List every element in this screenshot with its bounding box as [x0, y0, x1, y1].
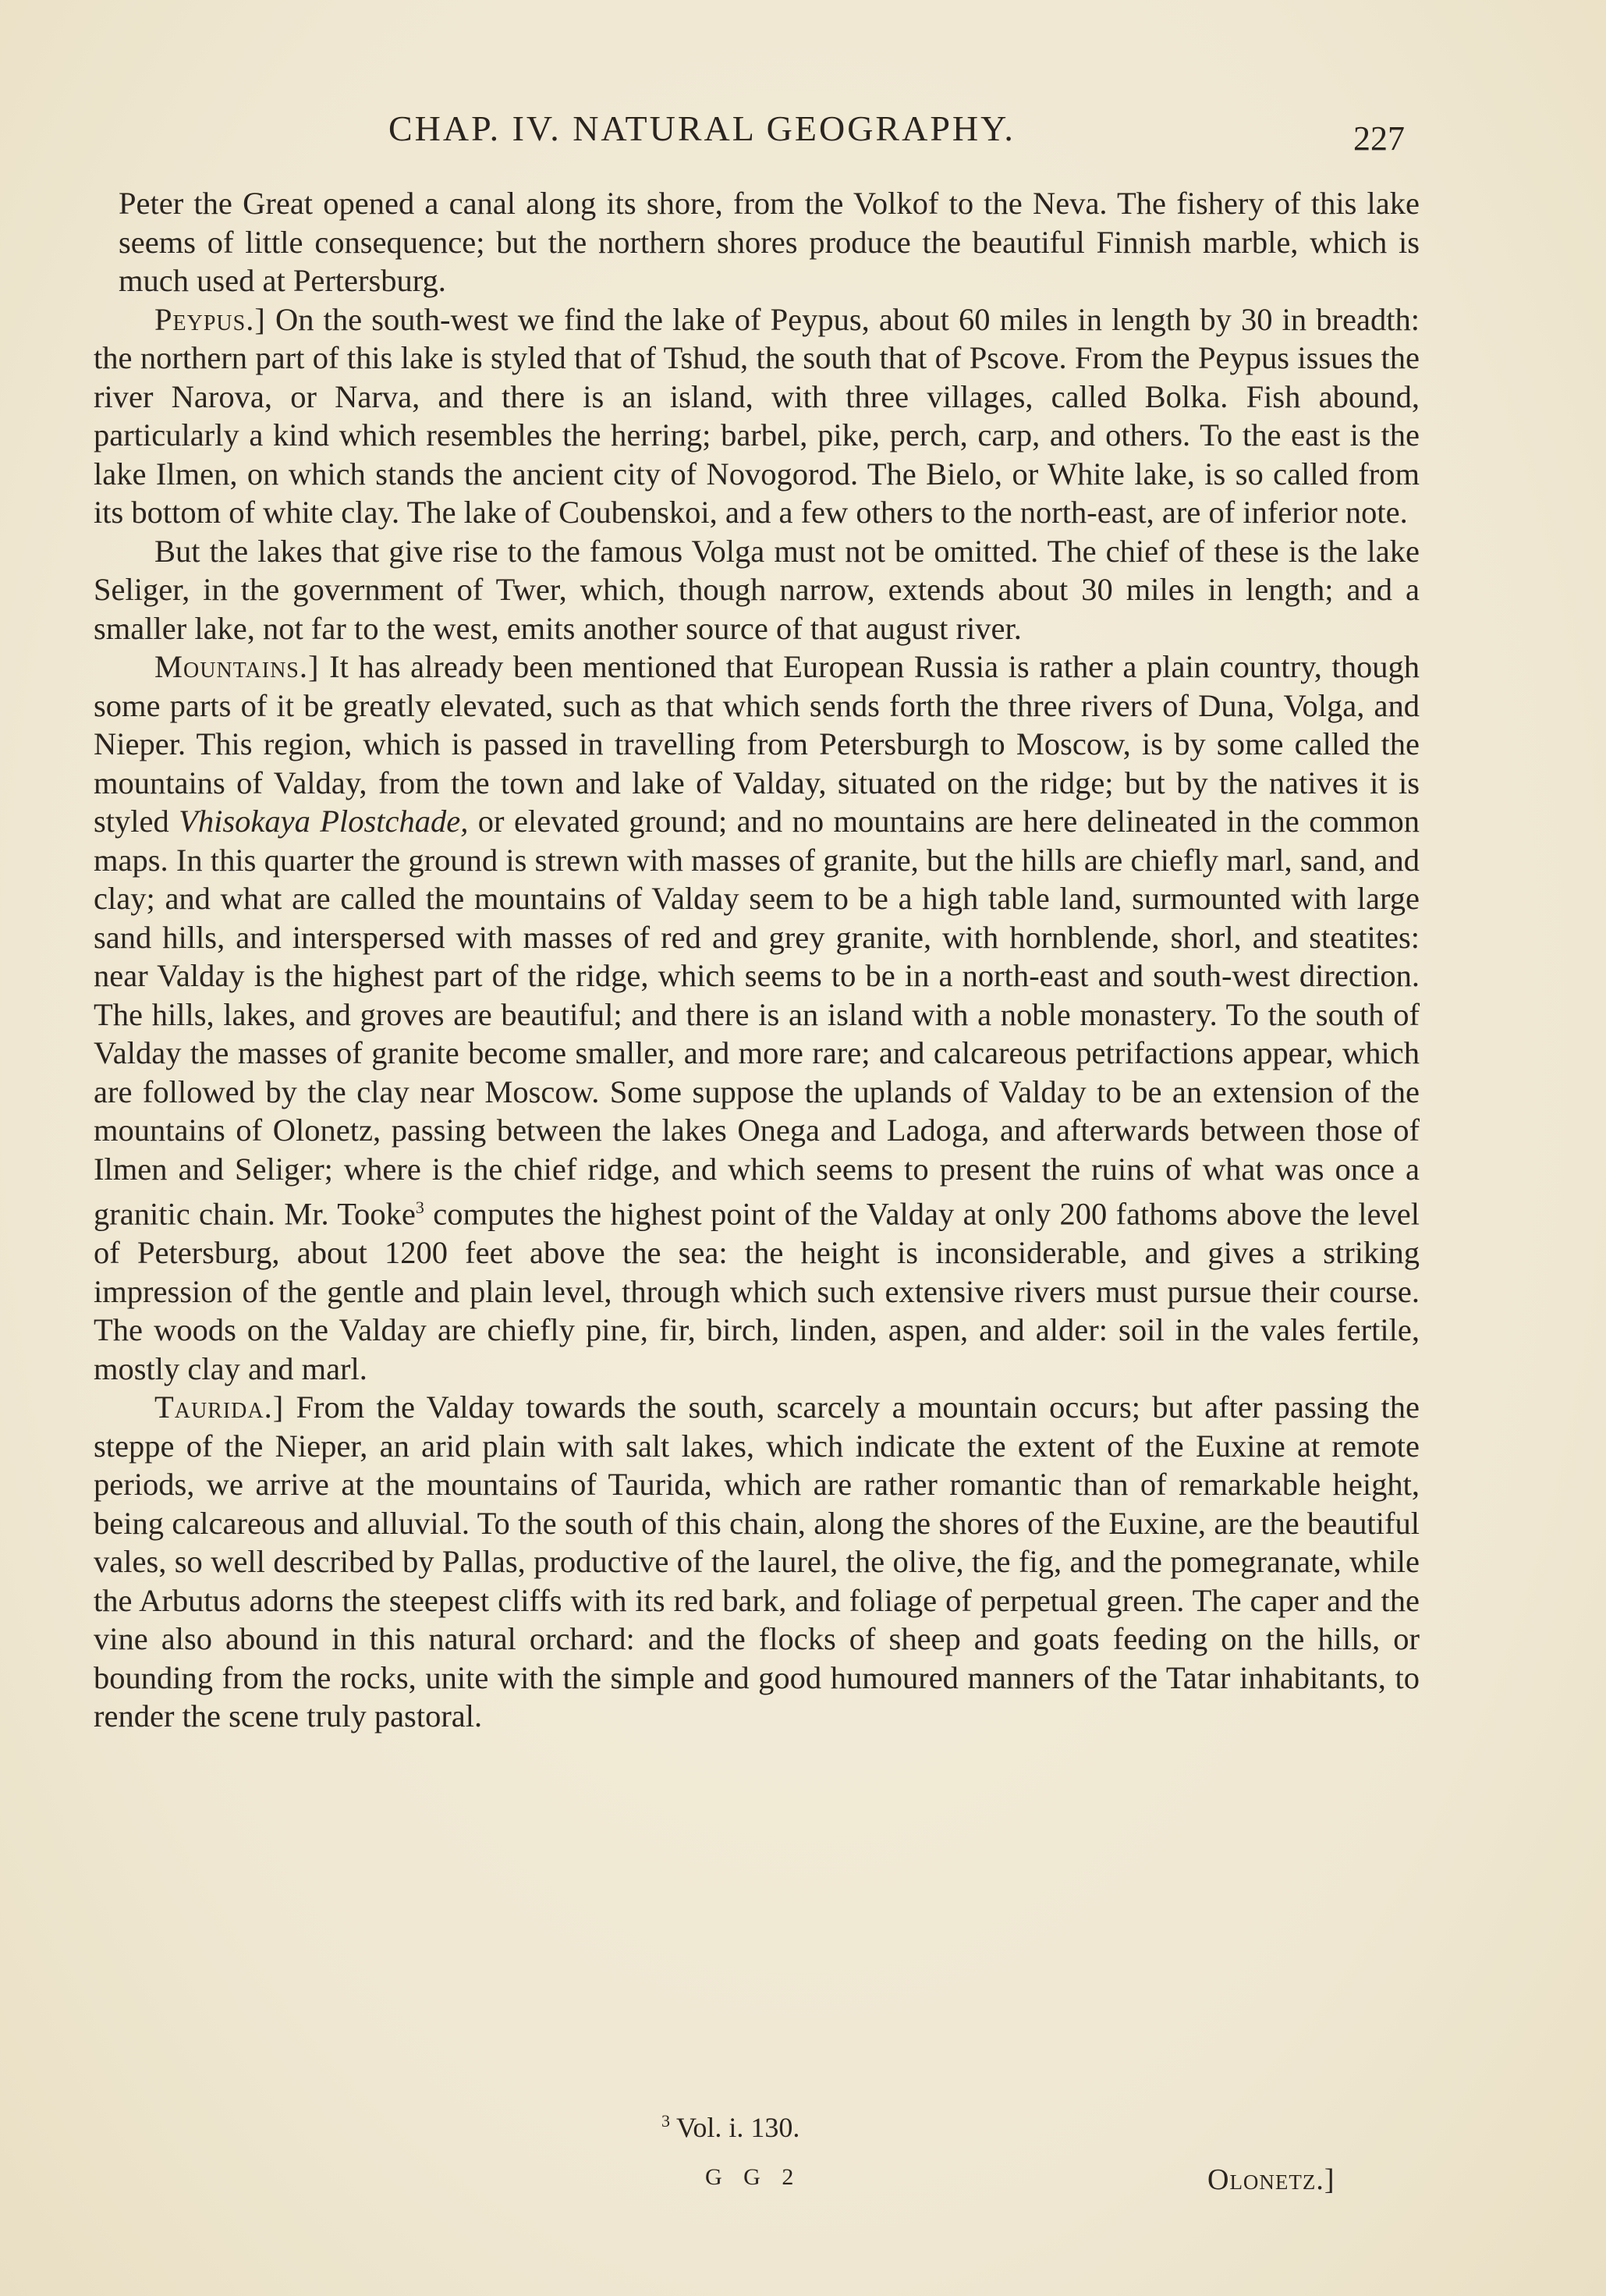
catchword: Olonetz.] [1207, 2163, 1335, 2196]
side-label-peypus: Peypus.] [154, 301, 266, 337]
footnote-marker: 3 [661, 2111, 670, 2131]
running-head: CHAP. IV. NATURAL GEOGRAPHY. [388, 108, 1016, 148]
signature-mark: G G 2 [705, 2164, 802, 2190]
paragraph-text: But the lakes that give rise to the famous Volga must not be omitted. The chief of these is the lake Seliger, in the government of Twer, which, though narrow, extends about 30 miles in length; and a smaller lake, not far to the west, emits another source of that august river. [94, 533, 1420, 646]
paragraph-taurida [94, 1388, 1420, 1736]
paragraph-text: or elevated ground; and no mountains are here delineated in the common maps. In this quarter the ground is strewn with masses of granite, but the hills are chiefly marl, sand, and clay; and what are called the mountains of Valday seem to be a high table land, surmounted with large sand hills, and interspersed with masses of red and grey granite, with hornblende, shorl, and steatites: near Valday is the highest part of the ridge, which seems to be in a north-east and south-west direction. The hills, lakes, and groves are beautiful; and there is an island with a noble monastery. To the south of Valday the masses of granite become smaller, and more rare; and calcareous petrifactions appear, which are followed by the clay near Moscow. Some suppose the uplands of Valday to be an extension of the mountains of Olonetz, passing between the lakes Onega and Ladoga, and afterwards between those of Ilmen and Seliger; where is the chief ridge, and which seems to present the ruins of what was once a granitic chain. Mr. Tooke [94, 804, 1420, 1232]
italic-term: Vhisokaya Plostchade, [179, 804, 469, 839]
page-number: 227 [1353, 119, 1405, 158]
paragraph-volga-lakes [94, 532, 1420, 648]
side-label-mountains: Mountains.] [154, 649, 320, 684]
paragraph-continuation [94, 184, 1420, 300]
paragraph-text: It has already been mentioned that European Russia is rather a plain country, though some parts of it be greatly elevated, such as that which sends forth the three rivers of Duna, Volga, and Nieper. This region, which is passed in travelling from Petersburgh to Moscow, is by some called the mountains of Valday, from the town and lake of Valday, situated on the ridge; but by the natives it is styled [94, 649, 1420, 839]
footnote-text: Vol. i. 130. [676, 2112, 800, 2143]
paragraph-text: computes the highest point of the Valday at only 200 fathoms above the level of Petersburg, about 1200 feet above the sea: the height is inconsiderable, and gives a striking impression of the gentle and plain level, through which such extensive rivers must pursue their course. The woods on the Valday are chiefly pine, fir, birch, linden, aspen, and alder: soil in the vales fertile, mostly clay and marl. [94, 1196, 1420, 1386]
paragraph-text: From the Valday towards the south, scarcely a mountain occurs; but after passing the steppe of the Nieper, an arid plain with salt lakes, which indicate the extent of the Euxine at remote periods, we arrive at the mountains of Taurida, which are rather romantic than of remarkable height, being calcareous and alluvial. To the south of this chain, along the shores of the Euxine, are the beautiful vales, so well described by Pallas, productive of the laurel, the olive, the fig, and the pomegranate, while the Arbutus adorns the steepest cliffs with its red bark, and foliage of perpetual green. The caper and the vine also abound in this natural orchard: and the flocks of sheep and goats feeding on the hills, or bounding from the rocks, unite with the simple and good humoured manners of the Tatar inhabitants, to render the scene truly pastoral. [94, 1389, 1420, 1734]
body-text [94, 184, 1420, 1736]
paragraph-text: On the south-west we find the lake of Peypus, about 60 miles in length by 30 in breadth: the northern part of this lake is styled that of Tshud, the south that of Pscove. From the Peypus issues the river Narova, or Narva, and there is an island, with three villages, called Bolka. Fish abound, particularly a kind which resembles the herring; barbel, pike, perch, carp, and others. To the east is the lake Ilmen, on which stands the ancient city of Novogorod. The Bielo, or White lake, is so called from its bottom of white clay. The lake of Coubenskoi, and a few others to the north-east, are of inferior note. [94, 301, 1420, 530]
page-header [0, 108, 1606, 158]
paragraph-text: Peter the Great opened a canal along its shore, from the Volkof to the Neva. The fishery of this lake seems of little consequence; but the northern shores produce the beautiful Finnish marble, which is much used at Pertersburg. [119, 186, 1420, 298]
side-label-taurida: Taurida.] [154, 1389, 285, 1425]
footnote-reference[interactable]: 3 [415, 1198, 424, 1217]
paragraph-mountains [94, 648, 1420, 1388]
footnote [661, 2111, 799, 2144]
paragraph-peypus [94, 300, 1420, 532]
